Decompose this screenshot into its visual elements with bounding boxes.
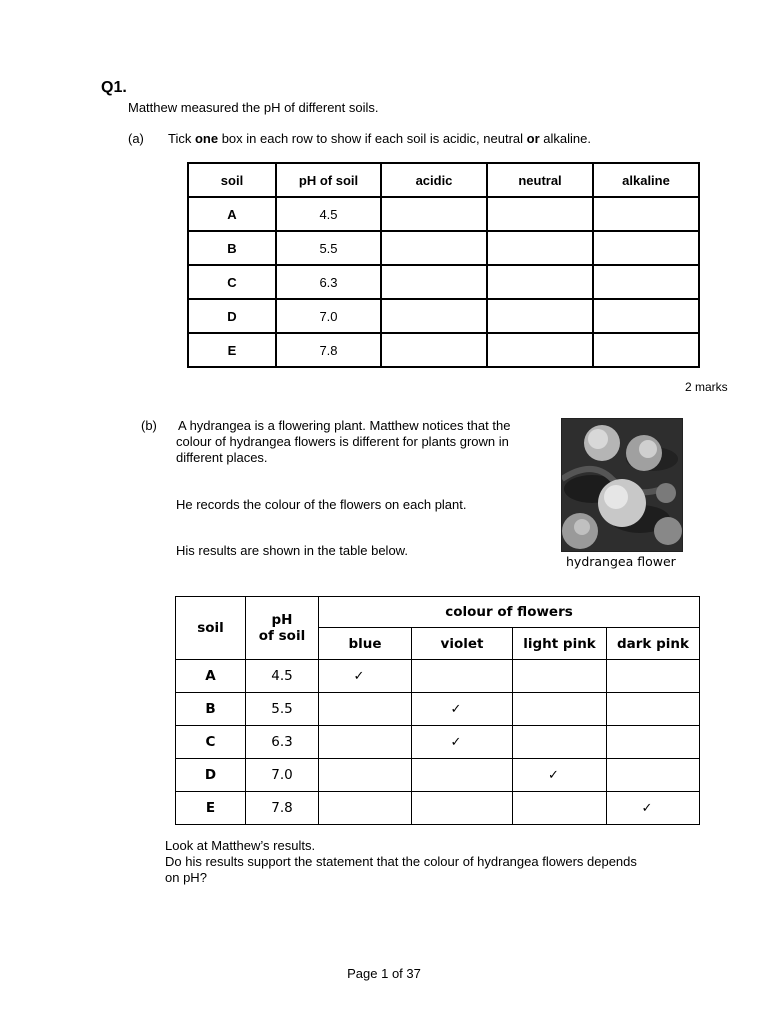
table-row xyxy=(188,231,699,265)
acidic-tick-box[interactable] xyxy=(381,265,487,299)
soil-cell: B xyxy=(176,693,246,726)
intro-line: A hydrangea is a flowering plant. Matthew notices that the xyxy=(178,418,511,433)
part-b-label: (b) xyxy=(141,418,157,433)
column-header: neutral xyxy=(487,163,593,197)
photo-caption: hydrangea flower xyxy=(566,554,676,569)
neutral-tick-box[interactable] xyxy=(487,197,593,231)
light-pink-cell xyxy=(513,792,607,825)
table-row xyxy=(176,792,700,825)
alkaline-tick-box[interactable] xyxy=(593,265,699,299)
instruction-bold: or xyxy=(526,131,540,146)
soil-cell: A xyxy=(176,660,246,693)
part-b-intro xyxy=(176,418,548,466)
neutral-tick-box[interactable] xyxy=(487,299,593,333)
alkaline-tick-box[interactable] xyxy=(593,231,699,265)
blue-cell xyxy=(319,693,412,726)
part-a-instruction xyxy=(168,131,591,146)
table-row xyxy=(176,660,700,693)
violet-cell xyxy=(412,792,513,825)
intro-line: colour of hydrangea flowers is different for plants grown in xyxy=(176,434,509,449)
ph-cell: 6.3 xyxy=(246,726,319,759)
page-footer: Page 1 of 37 xyxy=(347,966,421,981)
question-b xyxy=(165,838,705,886)
instruction-text: Tick xyxy=(168,131,195,146)
alkaline-tick-box[interactable] xyxy=(593,299,699,333)
tick-icon: ✓ xyxy=(450,735,462,750)
column-header: violet xyxy=(412,628,513,660)
table-row xyxy=(188,333,699,367)
intro-text: Matthew measured the pH of different soils. xyxy=(128,100,379,115)
ph-cell: 4.5 xyxy=(246,660,319,693)
colour-group-header: colour of flowers xyxy=(319,597,700,628)
soil-cell: A xyxy=(188,197,276,231)
column-header: acidic xyxy=(381,163,487,197)
table-row xyxy=(188,299,699,333)
column-header: light pink xyxy=(513,628,607,660)
table-row xyxy=(176,693,700,726)
dark-pink-cell xyxy=(607,792,700,825)
instruction-bold: one xyxy=(194,131,219,146)
violet-cell xyxy=(412,726,513,759)
violet-cell xyxy=(412,660,513,693)
light-pink-cell xyxy=(513,726,607,759)
tick-icon: ✓ xyxy=(450,702,462,717)
tick-icon: ✓ xyxy=(641,801,653,816)
hydrangea-image xyxy=(562,419,682,551)
ph-cell: 7.0 xyxy=(276,299,381,333)
soil-cell: B xyxy=(188,231,276,265)
intro-line: different places. xyxy=(176,450,268,465)
soil-cell: C xyxy=(176,726,246,759)
marks-label: 2 marks xyxy=(685,380,728,394)
column-header: dark pink xyxy=(607,628,700,660)
instruction-text: alkaline. xyxy=(539,131,591,146)
table-header-row xyxy=(176,597,700,628)
ph-cell: 4.5 xyxy=(276,197,381,231)
dark-pink-cell xyxy=(607,759,700,792)
violet-cell xyxy=(412,759,513,792)
column-header xyxy=(246,597,319,660)
table-row xyxy=(188,265,699,299)
violet-cell xyxy=(412,693,513,726)
ph-header-line: of soil xyxy=(258,628,306,644)
results-text: His results are shown in the table below. xyxy=(176,543,408,558)
acidic-tick-box[interactable] xyxy=(381,197,487,231)
blue-cell xyxy=(319,759,412,792)
light-pink-cell xyxy=(513,693,607,726)
table-row xyxy=(176,759,700,792)
dark-pink-cell xyxy=(607,660,700,693)
dark-pink-cell xyxy=(607,726,700,759)
soil-cell: C xyxy=(188,265,276,299)
table-row xyxy=(176,726,700,759)
flower-colour-table xyxy=(175,596,700,825)
blue-cell xyxy=(319,726,412,759)
acidic-tick-box[interactable] xyxy=(381,333,487,367)
question-line: Look at Matthew’s results. xyxy=(165,838,316,853)
column-header: pH of soil xyxy=(276,163,381,197)
ph-classification-table xyxy=(187,162,700,368)
ph-cell: 7.8 xyxy=(246,792,319,825)
acidic-tick-box[interactable] xyxy=(381,231,487,265)
soil-cell: D xyxy=(188,299,276,333)
ph-header-line: pH xyxy=(271,612,293,628)
ph-cell: 7.8 xyxy=(276,333,381,367)
dark-pink-cell xyxy=(607,693,700,726)
ph-cell: 6.3 xyxy=(276,265,381,299)
instruction-text: box in each row to show if each soil is acidic, neutral xyxy=(218,131,527,146)
question-number: Q1. xyxy=(101,79,127,96)
tick-icon: ✓ xyxy=(353,669,365,684)
ph-cell: 5.5 xyxy=(246,693,319,726)
neutral-tick-box[interactable] xyxy=(487,333,593,367)
neutral-tick-box[interactable] xyxy=(487,265,593,299)
column-header: soil xyxy=(176,597,246,660)
neutral-tick-box[interactable] xyxy=(487,231,593,265)
records-text: He records the colour of the flowers on each plant. xyxy=(176,497,467,512)
soil-cell: D xyxy=(176,759,246,792)
soil-cell: E xyxy=(188,333,276,367)
part-a-label: (a) xyxy=(128,131,144,146)
alkaline-tick-box[interactable] xyxy=(593,197,699,231)
table-header-row xyxy=(188,163,699,197)
acidic-tick-box[interactable] xyxy=(381,299,487,333)
question-line: Do his results support the statement that the colour of hydrangea flowers depends xyxy=(165,854,637,869)
column-header: alkaline xyxy=(593,163,699,197)
blue-cell xyxy=(319,792,412,825)
soil-cell: E xyxy=(176,792,246,825)
column-header: soil xyxy=(188,163,276,197)
table-row xyxy=(188,197,699,231)
ph-cell: 5.5 xyxy=(276,231,381,265)
tick-icon: ✓ xyxy=(548,768,559,783)
column-header: blue xyxy=(319,628,412,660)
alkaline-tick-box[interactable] xyxy=(593,333,699,367)
light-pink-cell xyxy=(513,759,607,792)
hydrangea-photo xyxy=(561,418,683,552)
question-line: on pH? xyxy=(165,870,207,885)
ph-cell: 7.0 xyxy=(246,759,319,792)
light-pink-cell xyxy=(513,660,607,693)
blue-cell xyxy=(319,660,412,693)
